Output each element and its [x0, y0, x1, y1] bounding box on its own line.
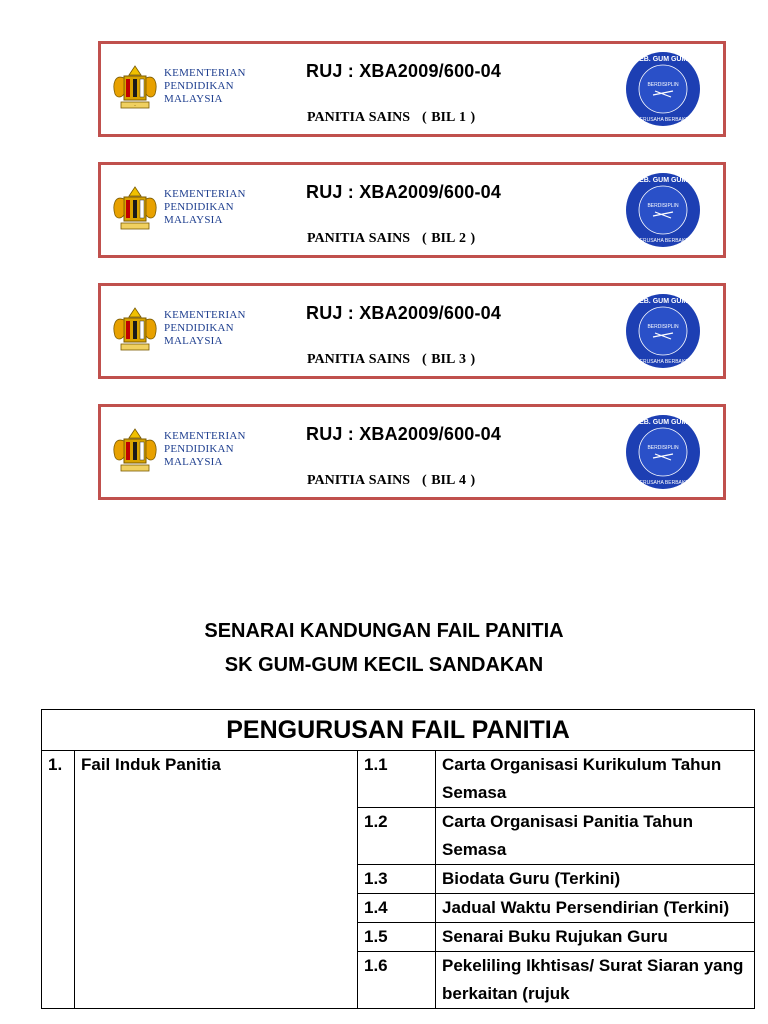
svg-text:SEK. KEB. GUM GUM KECIL: SEK. KEB. GUM GUM KECIL — [615, 177, 711, 184]
panel-name: PANITIA SAINS ( BIL 1 ) — [307, 110, 476, 125]
ministry-name: KEMENTERIAN PENDIDIKAN MALAYSIA — [164, 67, 246, 105]
item-text: Jadual Waktu Persendirian (Terkini) — [436, 894, 755, 923]
item-text: Carta Organisasi Panitia Tahun Semasa — [436, 808, 755, 865]
table-row — [42, 751, 755, 808]
item-number: 1.3 — [358, 865, 436, 894]
malaysia-crest-icon — [109, 185, 161, 235]
svg-text:BERDISIPLIN: BERDISIPLIN — [647, 203, 679, 209]
item-text: Biodata Guru (Terkini) — [436, 865, 755, 894]
school-logo-icon — [615, 51, 711, 127]
section-name: Fail Induk Panitia — [75, 751, 358, 1009]
reference-number: RUJ : XBA2009/600-04 — [306, 182, 502, 202]
svg-text:BERDISIPLIN: BERDISIPLIN — [647, 445, 679, 451]
svg-text:BERUSAHA BERBAKTI: BERUSAHA BERBAKTI — [636, 480, 690, 486]
item-number: 1.4 — [358, 894, 436, 923]
contents-table — [41, 709, 755, 1009]
section-number: 1. — [42, 751, 75, 1009]
file-label-3 — [98, 283, 726, 379]
ministry-name: KEMENTERIAN PENDIDIKAN MALAYSIA — [164, 309, 246, 347]
svg-text:SEK. KEB. GUM GUM KECIL: SEK. KEB. GUM GUM KECIL — [615, 419, 711, 426]
school-logo-icon — [615, 414, 711, 490]
svg-text:SEK. KEB. GUM GUM KECIL: SEK. KEB. GUM GUM KECIL — [615, 56, 711, 63]
item-number: 1.2 — [358, 808, 436, 865]
ministry-name: KEMENTERIAN PENDIDIKAN MALAYSIA — [164, 188, 246, 226]
file-label-2 — [98, 162, 726, 258]
item-number: 1.5 — [358, 923, 436, 952]
file-number: ( BIL 1 ) — [422, 110, 476, 125]
item-text: Senarai Buku Rujukan Guru — [436, 923, 755, 952]
item-text: Pekeliling Ikhtisas/ Surat Siaran yang berkaitan (rujuk — [436, 952, 755, 1009]
file-number: ( BIL 2 ) — [422, 231, 476, 246]
svg-text:BERUSAHA BERBAKTI: BERUSAHA BERBAKTI — [636, 359, 690, 365]
file-number: ( BIL 3 ) — [422, 352, 476, 367]
svg-text:BERDISIPLIN: BERDISIPLIN — [647, 324, 679, 330]
item-number: 1.1 — [358, 751, 436, 808]
panel-name: PANITIA SAINS ( BIL 2 ) — [307, 231, 476, 246]
school-logo-icon — [615, 293, 711, 369]
svg-text:~: ~ — [133, 103, 137, 108]
school-logo-icon — [615, 172, 711, 248]
malaysia-crest-icon — [109, 306, 161, 356]
panel-name: PANITIA SAINS ( BIL 4 ) — [307, 473, 476, 488]
file-label-1 — [98, 41, 726, 137]
reference-number: RUJ : XBA2009/600-04 — [306, 61, 502, 81]
reference-number: RUJ : XBA2009/600-04 — [306, 303, 502, 323]
malaysia-crest-icon — [109, 427, 161, 477]
table-heading: PENGURUSAN FAIL PANITIA — [42, 710, 755, 751]
reference-number: RUJ : XBA2009/600-04 — [306, 424, 502, 444]
svg-text:BERDISIPLIN: BERDISIPLIN — [647, 82, 679, 88]
svg-text:SEK. KEB. GUM GUM KECIL: SEK. KEB. GUM GUM KECIL — [615, 298, 711, 305]
malaysia-crest-icon — [109, 64, 161, 114]
svg-text:BERUSAHA BERBAKTI: BERUSAHA BERBAKTI — [636, 238, 690, 244]
item-text: Carta Organisasi Kurikulum Tahun Semasa — [436, 751, 755, 808]
svg-text:BERUSAHA BERBAKTI: BERUSAHA BERBAKTI — [636, 117, 690, 123]
panel-name: PANITIA SAINS ( BIL 3 ) — [307, 352, 476, 367]
file-number: ( BIL 4 ) — [422, 473, 476, 488]
file-label-4 — [98, 404, 726, 500]
ministry-name: KEMENTERIAN PENDIDIKAN MALAYSIA — [164, 430, 246, 468]
item-number: 1.6 — [358, 952, 436, 1009]
document-title-line-1: SENARAI KANDUNGAN FAIL PANITIA — [204, 620, 564, 642]
document-title-line-2: SK GUM-GUM KECIL SANDAKAN — [224, 654, 544, 676]
